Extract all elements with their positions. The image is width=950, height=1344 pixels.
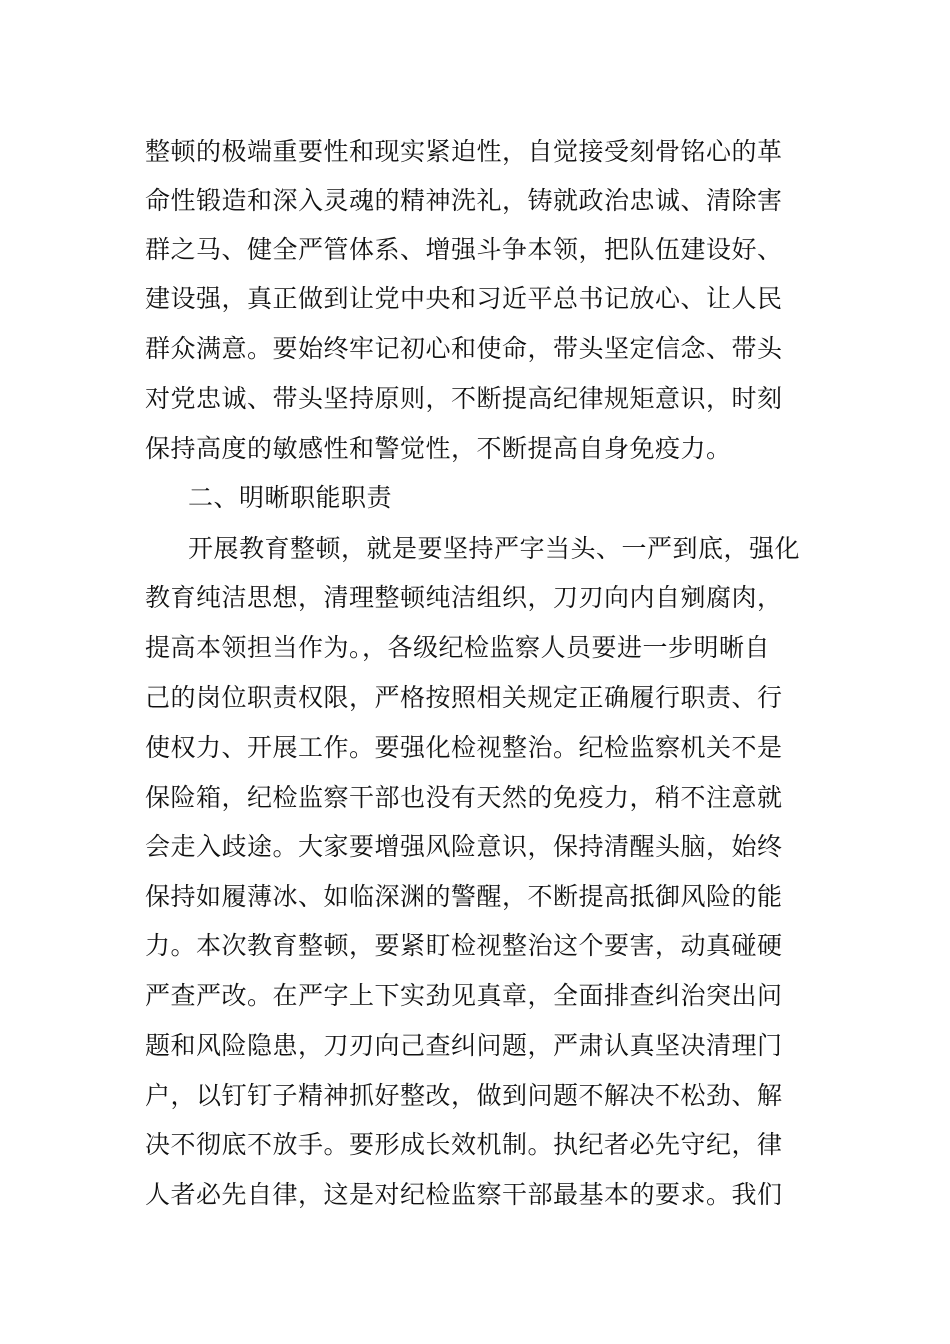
paragraph-line: 群众满意。要始终牢记初心和使命，带头坚定信念、带头 bbox=[145, 334, 783, 363]
paragraph-line: 人者必先自律，这是对纪检监察干部最基本的要求。我们 bbox=[145, 1180, 783, 1209]
paragraph-line: 会走入歧途。大家要增强风险意识，保持清醒头脑，始终 bbox=[145, 832, 783, 861]
paragraph-line: 提高本领担当作为。，各级纪检监察人员要进一步明晰自 bbox=[145, 633, 771, 662]
paragraph-line: 保持高度的敏感性和警觉性，不断提高自身免疫力。 bbox=[145, 434, 732, 463]
paragraph-line: 户，以钉钉子精神抓好整改，做到问题不解决不松劲、解 bbox=[145, 1081, 783, 1110]
paragraph-line: 对党忠诚、带头坚持原则，不断提高纪律规矩意识，时刻 bbox=[145, 384, 783, 413]
paragraph-line: 群之马、健全严管体系、增强斗争本领，把队伍建设好、 bbox=[145, 235, 783, 264]
paragraph-line: 整顿的极端重要性和现实紧迫性，自觉接受刻骨铭心的革 bbox=[145, 137, 783, 166]
paragraph-line: 建设强，真正做到让党中央和习近平总书记放心、让人民 bbox=[145, 284, 783, 313]
paragraph-line: 严查严改。在严字上下实劲见真章，全面排查纠治突出问 bbox=[145, 981, 783, 1010]
paragraph-line: 命性锻造和深入灵魂的精神洗礼，铸就政治忠诚、清除害 bbox=[145, 186, 783, 215]
section-heading: 二、明晰职能职责 bbox=[188, 483, 393, 512]
paragraph-line: 教育纯洁思想，清理整顿纯洁组织，刀刃向内自剜腐肉， bbox=[145, 583, 783, 612]
paragraph-line: 力。本次教育整顿，要紧盯检视整治这个要害，动真碰硬 bbox=[145, 931, 783, 960]
paragraph-line: 保持如履薄冰、如临深渊的警醒，不断提高抵御风险的能 bbox=[145, 882, 783, 911]
paragraph-line: 使权力、开展工作。要强化检视整治。纪检监察机关不是 bbox=[145, 733, 783, 762]
paragraph-line: 开展教育整顿，就是要坚持严字当头、一严到底，强化 bbox=[188, 534, 801, 563]
paragraph-line: 题和风险隐患，刀刃向己查纠问题，严肃认真坚决清理门 bbox=[145, 1031, 783, 1060]
paragraph-line: 己的岗位职责权限，严格按照相关规定正确履行职责、行 bbox=[145, 683, 783, 712]
paragraph-line: 保险箱，纪检监察干部也没有天然的免疫力，稍不注意就 bbox=[145, 783, 783, 812]
paragraph-line: 决不彻底不放手。要形成长效机制。执纪者必先守纪，律 bbox=[145, 1130, 783, 1159]
